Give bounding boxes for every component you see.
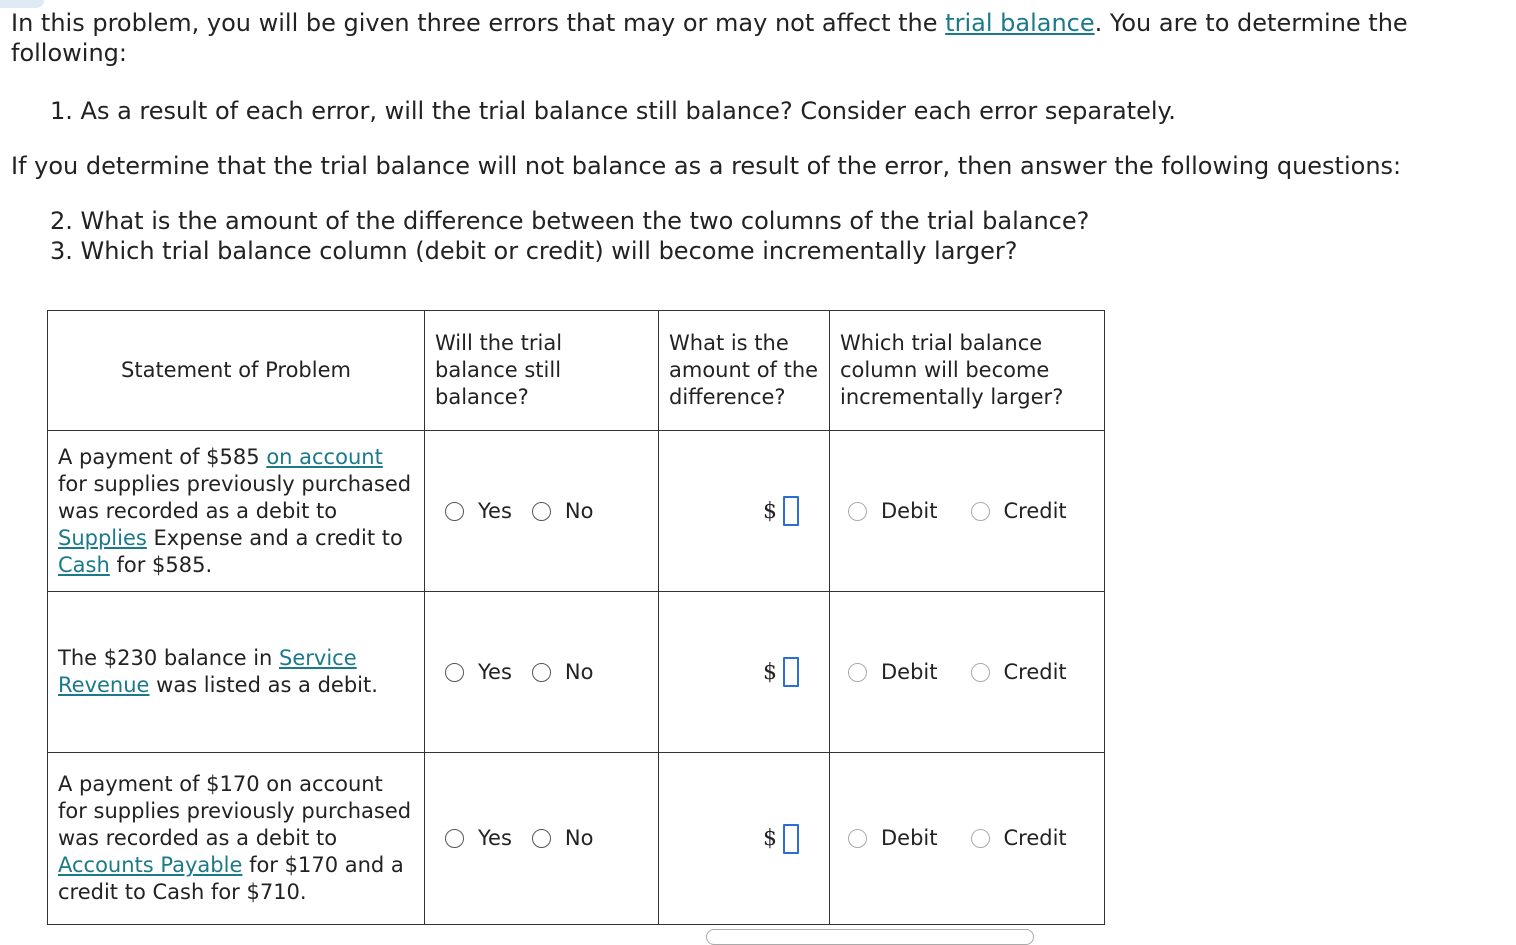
balance-cell	[425, 592, 659, 753]
yes-label: Yes	[478, 826, 512, 850]
statement-text: was listed as a debit.	[149, 673, 378, 697]
difference-input[interactable]	[783, 657, 799, 687]
header-statement: Statement of Problem	[48, 311, 425, 431]
statement-text: Expense and a credit to	[146, 525, 403, 550]
debit-radio[interactable]	[848, 663, 867, 682]
question-1: 1. As a result of each error, will the trial balance still balance? Consider each error separately.	[50, 97, 1176, 125]
no-label: No	[564, 498, 594, 523]
question-2: 2. What is the amount of the difference between the two columns of the trial balance?	[50, 207, 1090, 235]
yes-label: Yes	[478, 659, 512, 684]
tab-corner	[0, 0, 44, 8]
credit-label: Credit	[1003, 498, 1067, 523]
difference-cell	[659, 431, 830, 592]
error-table	[47, 310, 1105, 925]
difference-input[interactable]	[783, 824, 799, 854]
column-cell	[830, 431, 1105, 592]
no-label: No	[564, 659, 594, 684]
debit-label: Debit	[881, 826, 938, 850]
intro-part1: In this problem, you will be given three errors that may or may not affect the	[11, 9, 946, 37]
table-row	[48, 431, 1105, 592]
header-row	[48, 311, 1105, 431]
statement-text: A payment of $170 on account for supplies previously purchased was recorded as a debit to	[58, 772, 412, 850]
column-cell	[830, 592, 1105, 753]
yes-label: Yes	[478, 498, 512, 523]
dollar-sign: $	[763, 498, 777, 524]
debit-radio[interactable]	[848, 502, 867, 521]
statement-text: for $585.	[109, 552, 213, 577]
difference-cell	[659, 753, 830, 925]
credit-label: Credit	[1003, 659, 1067, 684]
cash-link[interactable]: Cash	[58, 552, 110, 577]
credit-radio[interactable]	[971, 663, 990, 682]
table-row	[48, 592, 1105, 753]
intro-text	[11, 8, 1511, 68]
question-3: 3. Which trial balance column (debit or credit) will become incrementally larger?	[50, 237, 1018, 265]
dollar-sign: $	[763, 659, 777, 685]
statement-cell	[48, 592, 425, 753]
yes-radio[interactable]	[445, 663, 464, 682]
table-row	[48, 753, 1105, 925]
credit-label: Credit	[1003, 826, 1067, 850]
dollar-sign: $	[763, 826, 777, 851]
credit-radio[interactable]	[971, 829, 990, 848]
statement-cell	[48, 753, 425, 925]
debit-label: Debit	[881, 659, 938, 684]
supplies-link[interactable]: Supplies	[58, 525, 147, 550]
credit-radio[interactable]	[971, 502, 990, 521]
yes-radio[interactable]	[445, 502, 464, 521]
next-panel-edge	[706, 929, 1034, 945]
statement-cell	[48, 431, 425, 592]
statement-text: for supplies previously purchased was recorded as a debit to	[58, 471, 412, 523]
no-radio[interactable]	[532, 663, 551, 682]
statement-text: A payment of $585	[58, 444, 267, 469]
condition-text: If you determine that the trial balance will not balance as a result of the error, then answer the following questions:	[11, 152, 1402, 180]
no-radio[interactable]	[532, 829, 551, 848]
trial-balance-link[interactable]: trial balance	[945, 9, 1095, 37]
yes-radio[interactable]	[445, 829, 464, 848]
accounts-payable-link[interactable]: Accounts Payable	[58, 853, 243, 877]
no-label: No	[564, 826, 594, 850]
balance-cell	[425, 753, 659, 925]
debit-label: Debit	[881, 498, 938, 523]
header-difference: What is the amount of the difference?	[659, 311, 830, 431]
on-account-link[interactable]: on account	[266, 444, 383, 469]
header-balance: Will the trial balance still balance?	[425, 311, 659, 431]
service-revenue-link[interactable]: Service Revenue	[58, 646, 357, 697]
header-column: Which trial balance column will become incrementally larger?	[830, 311, 1105, 431]
difference-cell	[659, 592, 830, 753]
no-radio[interactable]	[532, 502, 551, 521]
difference-input[interactable]	[783, 496, 799, 526]
debit-radio[interactable]	[848, 829, 867, 848]
statement-text: for $170 and a credit to Cash for $710.	[58, 853, 404, 904]
statement-text: The $230 balance in	[58, 646, 280, 670]
column-cell	[830, 753, 1105, 925]
balance-cell	[425, 431, 659, 592]
intro-part2: . You are to determine the following:	[11, 9, 1408, 67]
